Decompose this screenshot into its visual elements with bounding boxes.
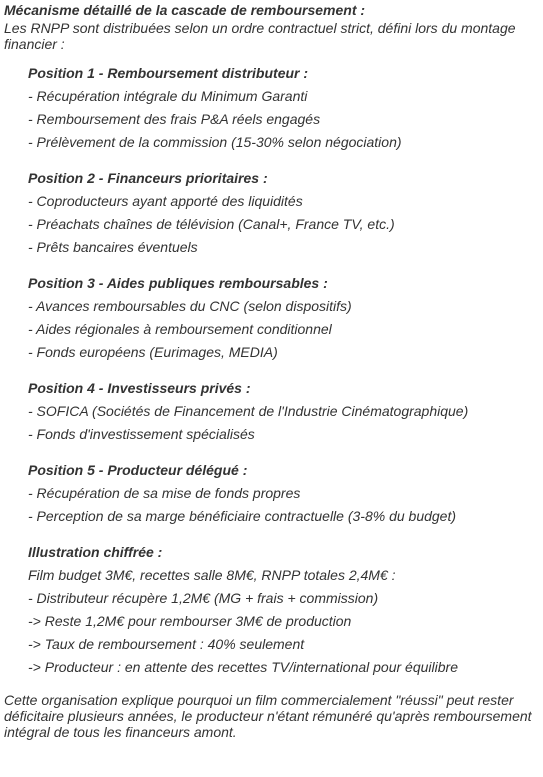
list-item: - Prélèvement de la commission (15-30% selon négociation) bbox=[28, 134, 402, 150]
list-item: - Aides régionales à remboursement conditionnel bbox=[28, 321, 332, 337]
list-item: - Perception de sa marge bénéficiaire contractuelle (3-8% du budget) bbox=[28, 508, 457, 524]
section-heading: Position 3 - Aides publiques remboursables : bbox=[28, 275, 328, 291]
intro-paragraph: Les RNPP sont distribuées selon un ordre contractuel strict, défini lors du montage financier : bbox=[4, 20, 516, 52]
list-item: - Récupération intégrale du Minimum Garanti bbox=[28, 88, 308, 104]
list-item: - Avances remboursables du CNC (selon dispositifs) bbox=[28, 298, 352, 314]
list-item: - Récupération de sa mise de fonds propres bbox=[28, 485, 301, 501]
section-position-2 bbox=[28, 167, 543, 259]
conclusion-paragraph: Cette organisation explique pourquoi un film commercialement "réussi" peut rester déficitaire plusieurs années, le producteur n'étant rémunéré qu'après remboursement intégral de tous les financeurs amont. bbox=[4, 692, 532, 740]
section-heading: Illustration chiffrée : bbox=[28, 544, 163, 560]
list-item: - Fonds d'investissement spécialisés bbox=[28, 426, 255, 442]
section-position-3 bbox=[28, 272, 543, 364]
list-item: - SOFICA (Sociétés de Financement de l'Industrie Cinématographique) bbox=[28, 403, 469, 419]
section-heading: Position 1 - Remboursement distributeur : bbox=[28, 65, 309, 81]
list-item: -> Reste 1,2M€ pour rembourser 3M€ de production bbox=[28, 613, 352, 629]
list-item: - Fonds européens (Eurimages, MEDIA) bbox=[28, 344, 278, 360]
section-illustration bbox=[28, 541, 543, 679]
section-position-5 bbox=[28, 459, 543, 528]
section-position-4 bbox=[28, 377, 543, 446]
section-heading: Position 2 - Financeurs prioritaires : bbox=[28, 170, 268, 186]
section-heading: Position 4 - Investisseurs privés : bbox=[28, 380, 251, 396]
list-item: - Coproducteurs ayant apporté des liquidités bbox=[28, 193, 303, 209]
list-item: -> Producteur : en attente des recettes TV/international pour équilibre bbox=[28, 659, 458, 675]
section-position-1 bbox=[28, 62, 543, 154]
list-item: - Remboursement des frais P&A réels engagés bbox=[28, 111, 321, 127]
document-title: Mécanisme détaillé de la cascade de remboursement : bbox=[4, 2, 366, 18]
list-item: - Prêts bancaires éventuels bbox=[28, 239, 198, 255]
section-heading: Position 5 - Producteur délégué : bbox=[28, 462, 248, 478]
list-item: -> Taux de remboursement : 40% seulement bbox=[28, 636, 305, 652]
list-item: - Distributeur récupère 1,2M€ (MG + frais + commission) bbox=[28, 590, 379, 606]
list-item: - Préachats chaînes de télévision (Canal+, France TV, etc.) bbox=[28, 216, 395, 232]
list-item: Film budget 3M€, recettes salle 8M€, RNPP totales 2,4M€ : bbox=[28, 567, 396, 583]
